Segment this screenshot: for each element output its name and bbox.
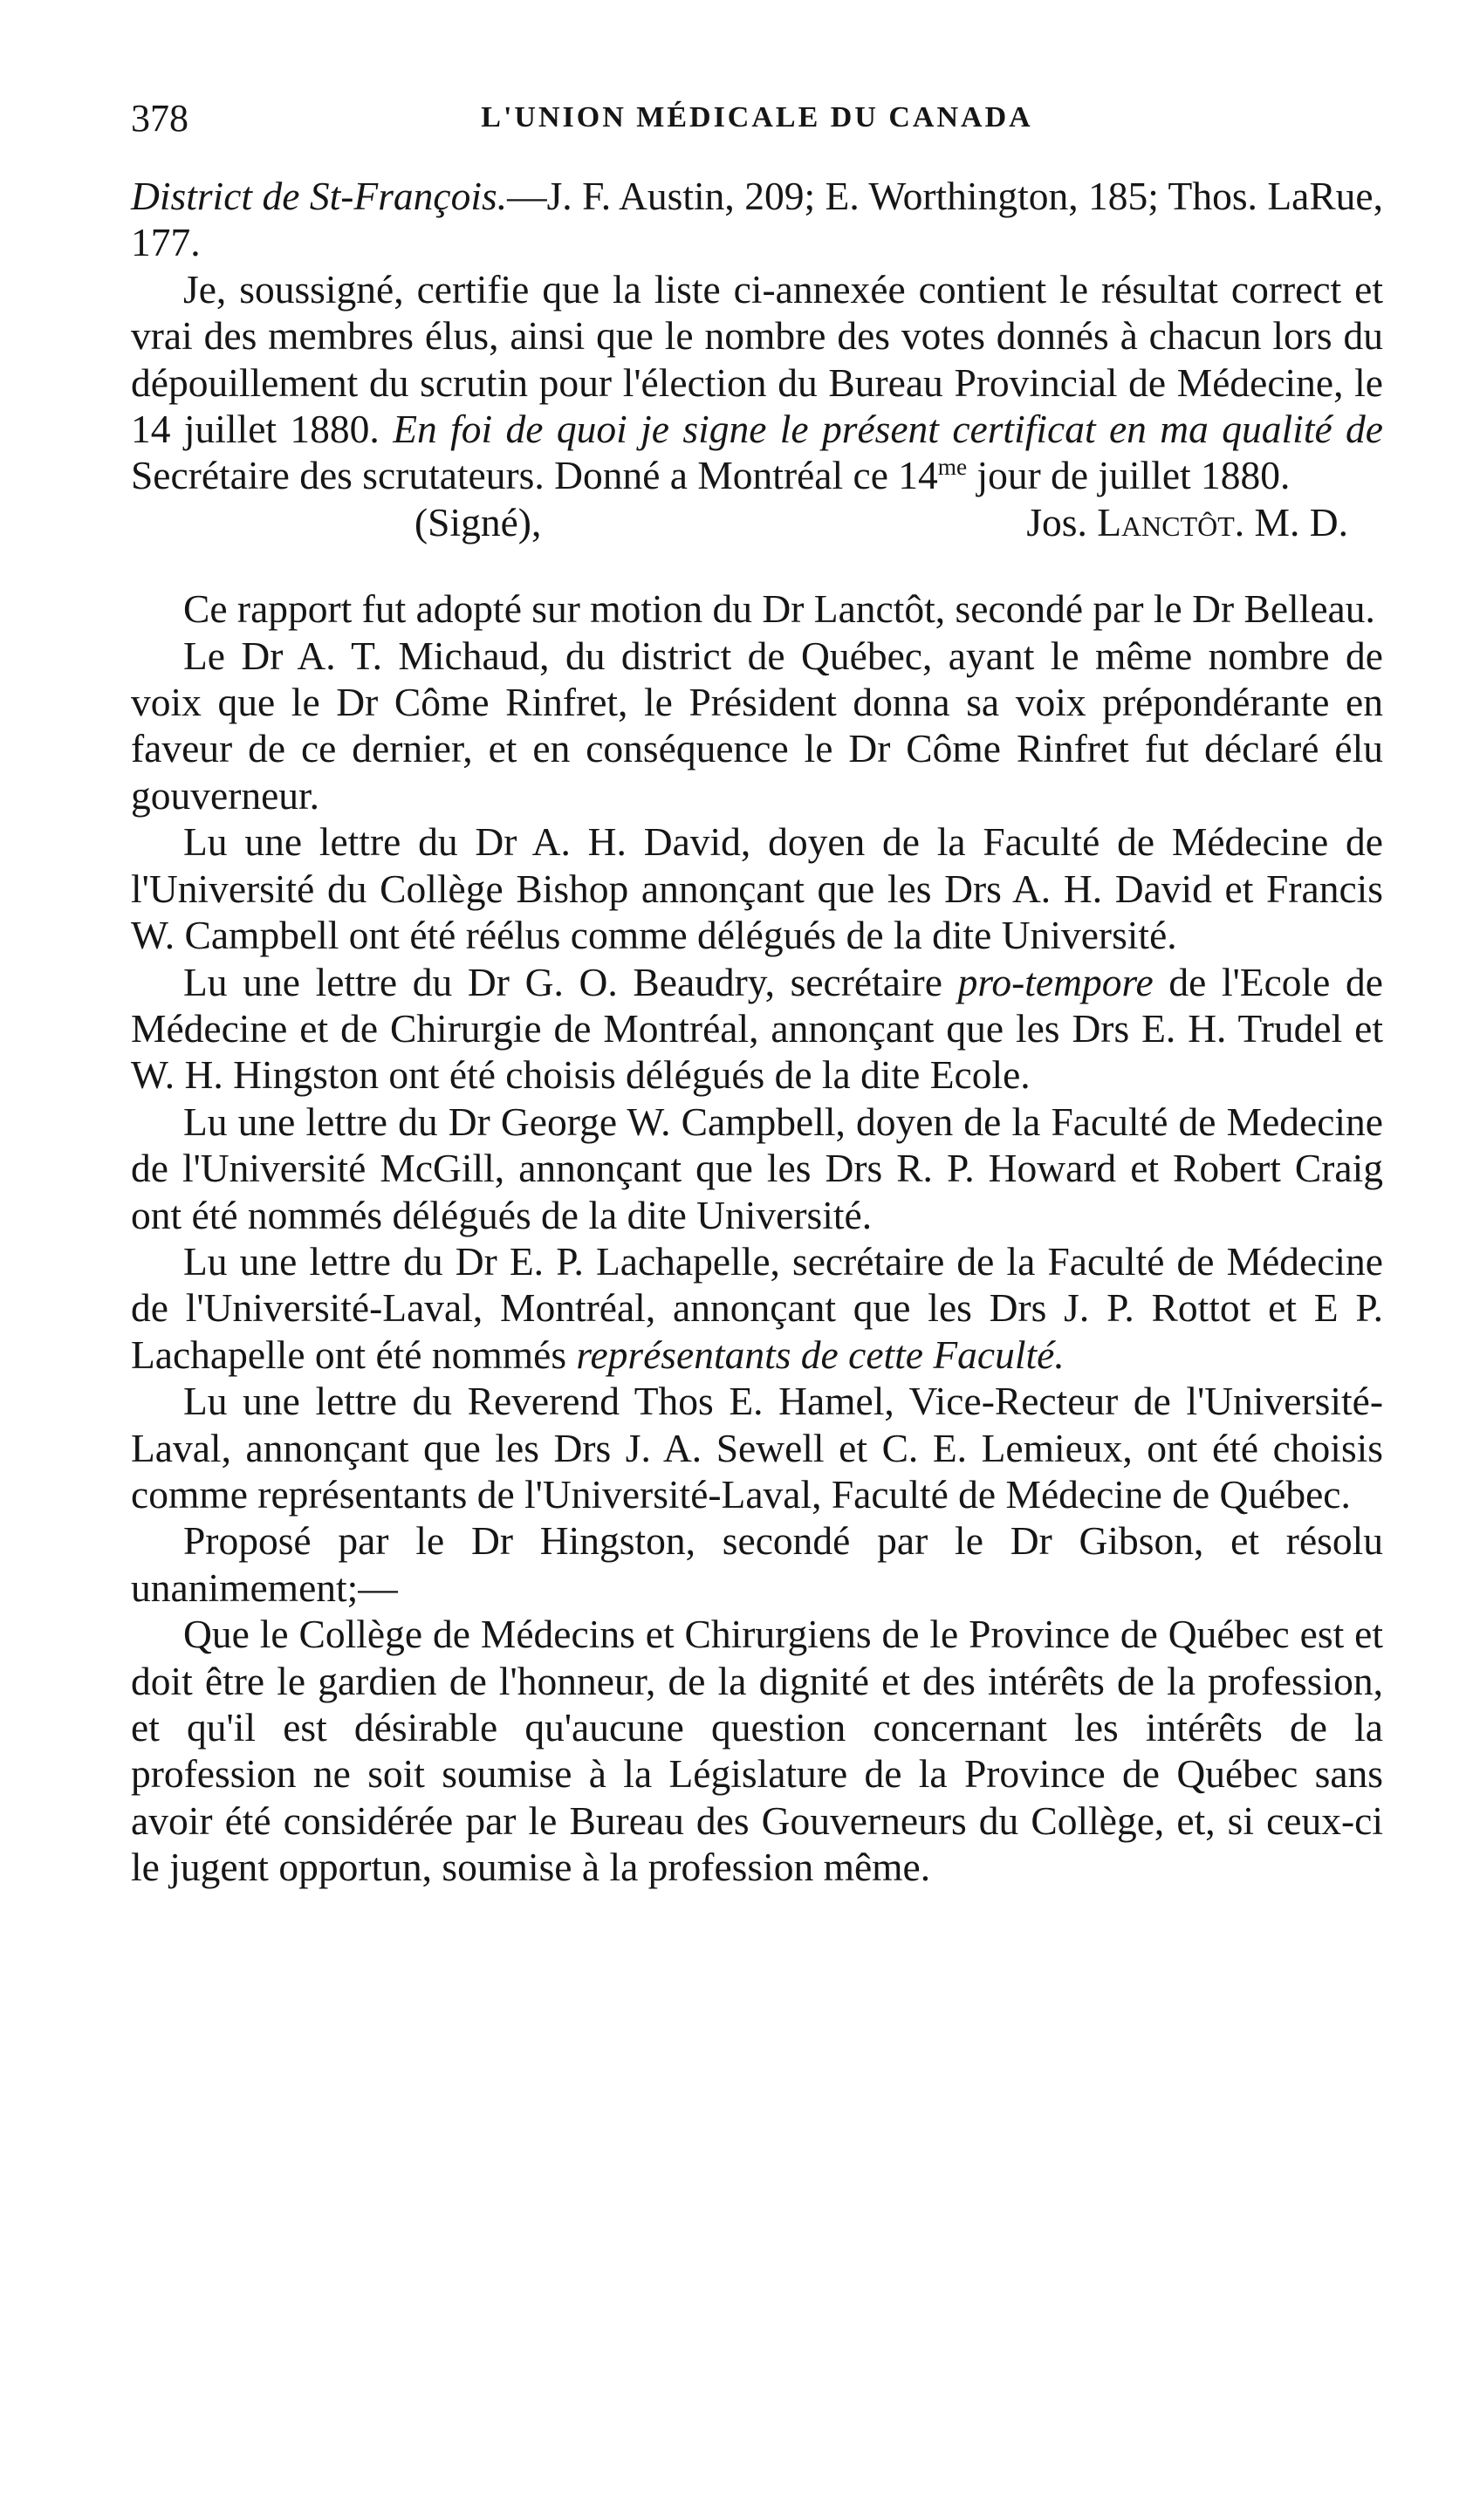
paragraph-district	[131, 173, 1383, 266]
certification-sup: me	[937, 454, 968, 481]
paragraph-adopted: Ce rapport fut adopté sur motion du Dr Lanctôt, secondé par le Dr Belleau.	[183, 586, 1375, 632]
signature-name-small-caps: anctôt	[1121, 499, 1235, 544]
district-label: District de St-François.	[131, 174, 508, 218]
paragraph-resolution: Que le Collège de Médecins et Chirurgiens de le Province de Québec est et doit être le gardien de l'honneur, de la dignité et des intérêts de la profession, et qu'il est désirable qu'aucune question concernant les intérêts de la profession ne soit soumise à la Législature de la Province de Québec sans avoir été considérée par le Bureau des Gouverneurs du Collège, et, si ceux-ci le jugent opportun, soumise à la profession même.	[131, 1612, 1383, 1890]
page	[131, 96, 1383, 1891]
page-number: 378	[131, 97, 188, 140]
running-head: L'UNION MÉDICALE DU CANADA	[481, 101, 1033, 134]
ecole-italic: pro-tempore	[957, 959, 1154, 1004]
ecole-text-after: de l'Ecole de Médecine et de Chirurgie de Montréal, annonçant que les Drs E. H. Trudel et W. H. Hingston ont été choisis délégués de la dite Ecole.	[131, 959, 1383, 1098]
body-text	[131, 173, 1383, 1891]
paragraph-ecole	[131, 959, 1383, 1099]
signature-name	[1026, 499, 1348, 545]
signed-label: (Signé),	[414, 499, 542, 544]
signature-name-prefix: Jos. L	[1026, 499, 1122, 544]
ecole-text: Lu une lettre du Dr G. O. Beaudry, secrétaire	[183, 959, 958, 1004]
paragraph-mcgill: Lu une lettre du Dr George W. Campbell, doyen de la Faculté de Medecine de l'Université McGill, annonçant que les Drs R. P. Howard et Robert Craig ont été nommés délégués de la dite Université.	[131, 1099, 1383, 1237]
paragraph-bishop: Lu une lettre du Dr A. H. David, doyen de la Faculté de Médecine de l'Université du Collège Bishop annonçant que les Drs A. H. David et Francis W. Campbell ont été réélus comme délégués de la dite Université.	[131, 819, 1383, 958]
paragraph-proposed: Proposé par le Dr Hingston, secondé par le Dr Gibson, et résolu unanimement;—	[131, 1518, 1383, 1610]
paragraph-michaud: Le Dr A. T. Michaud, du district de Québec, ayant le même nombre de voix que le Dr Côme Rinfret, le Président donna sa voix prépondérante en faveur de ce dernier, et en conséquence le Dr Côme Rinfret fut déclaré élu gouverneur.	[131, 633, 1383, 818]
certification-text-after: Secrétaire des scrutateurs. Donné a Montréal ce 14	[131, 453, 938, 498]
certification-text-end: jour de juillet 1880.	[967, 453, 1291, 498]
page-header	[131, 96, 1383, 148]
paragraph-gap	[131, 545, 1383, 585]
district-results: —J. F. Austin, 209; E. Worthington, 185; Thos. LaRue, 177.	[131, 174, 1383, 265]
paragraph-certification	[131, 266, 1383, 499]
certification-italic: En foi de quoi je signe le présent certificat en ma qualité de	[393, 407, 1383, 452]
paragraph-laval-quebec: Lu une lettre du Reverend Thos E. Hamel, Vice-Recteur de l'Université-Laval, annonçant que les Drs J. A. Sewell et C. E. Lemieux, ont été choisis comme représentants de l'Université-Laval, Faculté de Médecine de Québec.	[131, 1379, 1383, 1517]
laval-montreal-text: Lu une lettre du Dr E. P. Lachapelle, secrétaire de la Faculté de Médecine de l'Université-Laval, Montréal, annonçant que les Drs J. P. Rottot et E P. Lachapelle ont été nommés	[131, 1238, 1383, 1377]
paragraph-laval-montreal	[131, 1238, 1383, 1378]
signature-line	[131, 499, 1383, 545]
laval-montreal-italic: représentants de cette Faculté.	[576, 1332, 1065, 1377]
certification-text: Je, soussigné, certifie que la liste ci-annexée contient le résultat correct et vrai des membres élus, ainsi que le nombre des votes donnés à chacun lors du dépouillement du scrutin pour l'élection du Bureau Provincial de Médecine, le 14 juillet 1880.	[131, 266, 1383, 452]
signature-name-suffix: . M. D.	[1234, 499, 1348, 544]
